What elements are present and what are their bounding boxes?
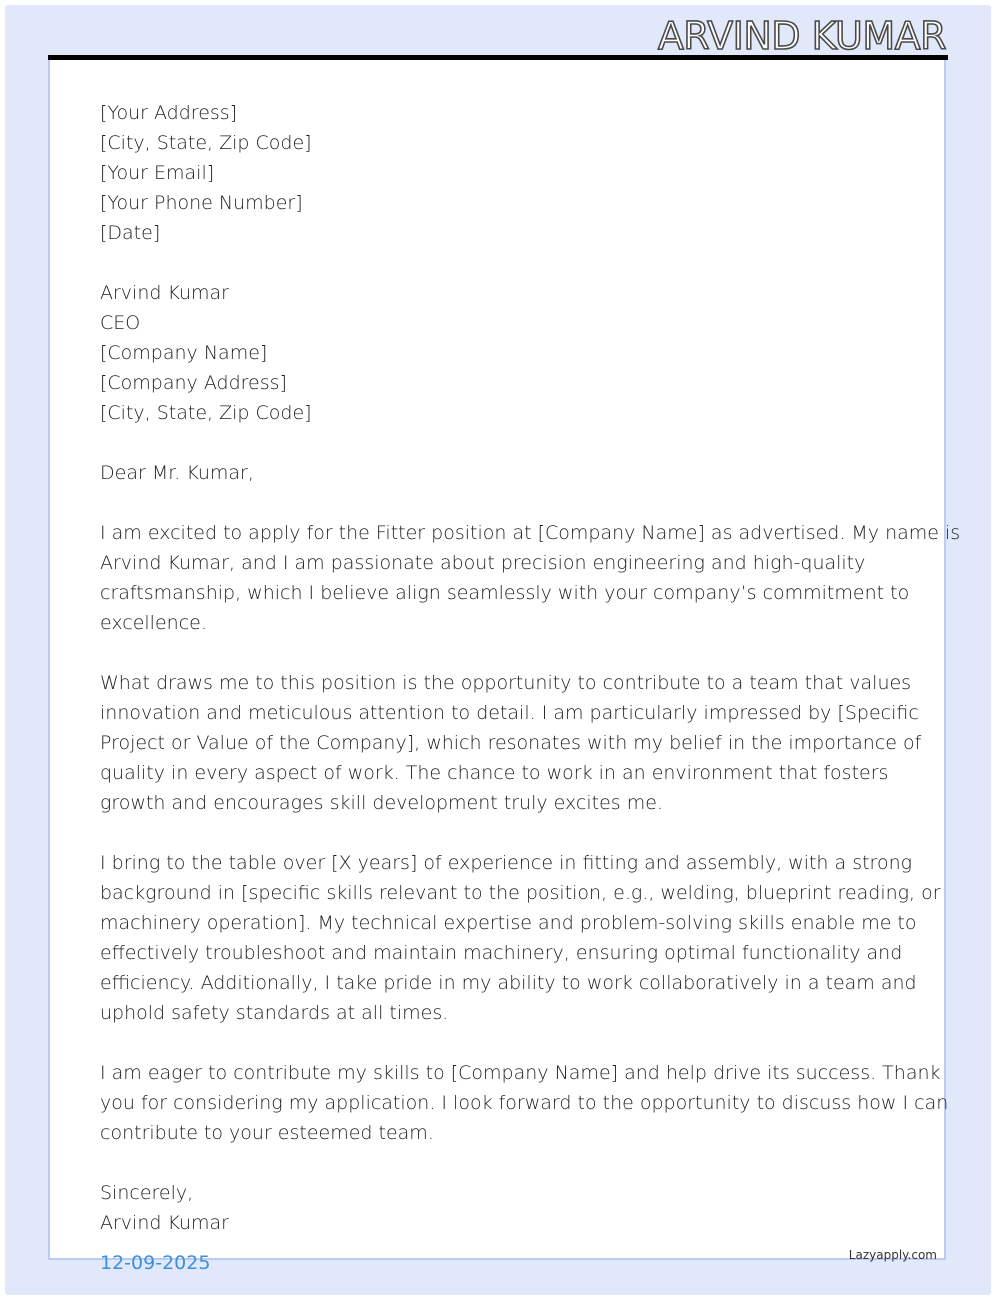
paragraph-line: contribute to your esteemed team.: [100, 1122, 434, 1144]
footer-brand: Lazyapply.com: [848, 1248, 937, 1262]
paragraph-line: machinery operation]. My technical expertise and problem-solving skills enable me to: [100, 912, 917, 934]
recipient-block: [100, 278, 900, 428]
paragraph-line: Project or Value of the Company], which resonates with my belief in the importance of: [100, 732, 922, 754]
footer-date: 12-09-2025: [100, 1252, 211, 1274]
recipient-company: [Company Name]: [100, 342, 268, 364]
signature: Arvind Kumar: [100, 1212, 229, 1234]
paragraph-line: excellence.: [100, 612, 207, 634]
paragraph-line: innovation and meticulous attention to detail. I am particularly impressed by [Specific: [100, 702, 919, 724]
recipient-city-state-zip: [City, State, Zip Code]: [100, 402, 312, 424]
paragraph-intro: [100, 518, 961, 638]
paragraph-line: I am excited to apply for the Fitter position at [Company Name] as advertised. My name is: [100, 522, 961, 544]
paragraph-line: background in [specific skills relevant to the position, e.g., welding, blueprint reading, or: [100, 882, 941, 904]
sender-city-state-zip: [City, State, Zip Code]: [100, 132, 312, 154]
paragraph-line: effectively troubleshoot and maintain machinery, ensuring optimal functionality and: [100, 942, 903, 964]
paragraph-line: I bring to the table over [X years] of experience in fitting and assembly, with a strong: [100, 852, 913, 874]
sender-phone: [Your Phone Number]: [100, 192, 303, 214]
paragraph-closing: [100, 1058, 949, 1148]
paragraph-line: you for considering my application. I look forward to the opportunity to discuss how I can: [100, 1092, 949, 1114]
paragraph-line: I am eager to contribute my skills to [Company Name] and help drive its success. Thank: [100, 1062, 941, 1084]
paragraph-line: growth and encourages skill development truly excites me.: [100, 792, 663, 814]
sender-block: [100, 98, 900, 248]
paragraph-line: craftsmanship, which I believe align seamlessly with your company’s commitment to: [100, 582, 910, 604]
paragraph-line: Arvind Kumar, and I am passionate about precision engineering and high-quality: [100, 552, 866, 574]
paragraph-line: uphold safety standards at all times.: [100, 1002, 449, 1024]
closing: Sincerely,: [100, 1182, 194, 1204]
header-name: ARVIND KUMAR: [657, 14, 946, 58]
recipient-company-address: [Company Address]: [100, 372, 287, 394]
salutation: Dear Mr. Kumar,: [100, 462, 254, 484]
cover-letter-body: [100, 98, 961, 1238]
paragraph-motivation: [100, 668, 922, 818]
recipient-title: CEO: [100, 312, 141, 334]
paragraph-line: What draws me to this position is the opportunity to contribute to a team that values: [100, 672, 912, 694]
sender-email: [Your Email]: [100, 162, 215, 184]
paragraph-line: quality in every aspect of work. The chance to work in an environment that fosters: [100, 762, 889, 784]
paragraph-line: efficiency. Additionally, I take pride in my ability to work collaboratively in a team and: [100, 972, 917, 994]
recipient-name: Arvind Kumar: [100, 282, 229, 304]
sender-date: [Date]: [100, 222, 161, 244]
paragraph-experience: [100, 848, 941, 1028]
sender-address: [Your Address]: [100, 102, 238, 124]
